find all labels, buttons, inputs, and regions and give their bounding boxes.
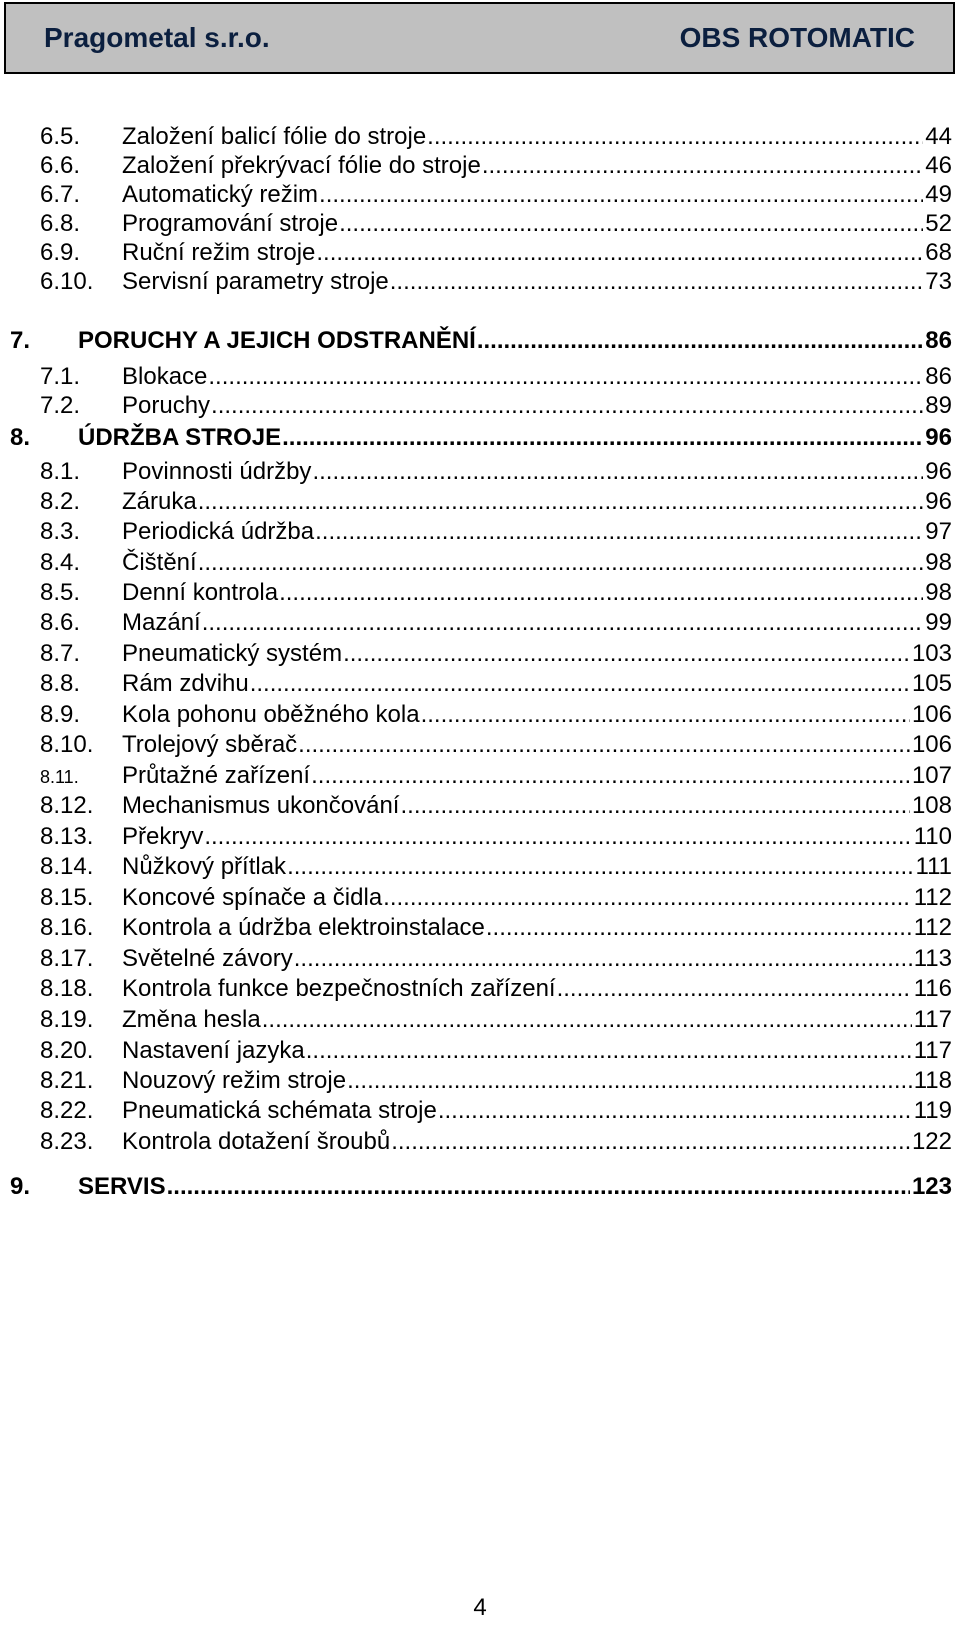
dot-leader	[282, 423, 923, 453]
dot-leader	[343, 639, 910, 669]
toc-entry-page: 86	[925, 327, 952, 354]
dot-leader	[477, 326, 923, 356]
toc-entry[interactable]	[40, 151, 952, 181]
toc-entry-page: 107	[911, 762, 952, 789]
toc-entry[interactable]	[40, 1096, 952, 1126]
toc-entry-number: 8.9.	[40, 701, 81, 728]
page-number: 4	[473, 1594, 487, 1621]
toc-entry-title: Denní kontrola	[122, 579, 279, 606]
toc-entry-number: 8.6.	[40, 609, 81, 636]
toc-entry-page: 105	[911, 670, 952, 697]
toc-entry-title: Poruchy	[122, 392, 211, 419]
toc-entry-page: 103	[911, 640, 952, 667]
toc-entry[interactable]	[40, 487, 952, 517]
toc-entry[interactable]	[40, 548, 952, 578]
toc-chapter[interactable]	[10, 1172, 952, 1202]
toc-entry-page: 118	[913, 1067, 952, 1094]
toc-entry-page: 98	[925, 579, 952, 606]
toc-entry-number: 8.15.	[40, 884, 94, 911]
toc-entry-title: Založení balicí fólie do stroje	[122, 123, 427, 150]
toc-entry-page: 49	[925, 181, 952, 208]
dot-leader	[208, 362, 923, 392]
toc-entry-title: PORUCHY A JEJICH ODSTRANĚNÍ	[78, 327, 476, 354]
toc-entry-number: 8.12.	[40, 792, 94, 819]
dot-leader	[391, 1127, 910, 1157]
toc-entry-page: 89	[925, 392, 952, 419]
dot-leader	[400, 791, 909, 821]
toc-entry-page: 117	[913, 1006, 952, 1033]
dot-leader	[279, 578, 923, 608]
toc-entry-number: 8.4.	[40, 549, 81, 576]
toc-entry-page: 106	[911, 731, 952, 758]
toc-entry-page: 122	[911, 1128, 952, 1155]
toc-entry-title: Kontrola dotažení šroubů	[122, 1128, 391, 1155]
toc-entry[interactable]	[40, 730, 952, 760]
dot-leader	[347, 1066, 912, 1096]
dot-leader	[557, 974, 912, 1004]
toc-entry-number: 8.17.	[40, 945, 94, 972]
toc-entry-page: 116	[913, 975, 952, 1002]
dot-leader	[316, 238, 923, 268]
toc-entry-page: 111	[915, 853, 952, 880]
toc-entry-title: Kontrola funkce bezpečnostních zařízení	[122, 975, 556, 1002]
toc-entry[interactable]	[40, 517, 952, 547]
toc-entry-title: Nouzový režim stroje	[122, 1067, 347, 1094]
toc-entry[interactable]	[40, 1127, 952, 1157]
toc-entry-number: 8.19.	[40, 1006, 94, 1033]
toc-entry-number: 7.	[10, 327, 31, 354]
toc-entry-page: 96	[925, 458, 952, 485]
dot-leader	[319, 180, 923, 210]
toc-entry[interactable]	[40, 1066, 952, 1096]
toc-entry[interactable]	[40, 700, 952, 730]
dot-leader	[204, 822, 911, 852]
toc-entry-page: 68	[925, 239, 952, 266]
dot-leader	[383, 883, 912, 913]
toc-entry-number: 8.1.	[40, 458, 81, 485]
dot-leader	[211, 391, 923, 421]
toc-entry-title: Mechanismus ukončování	[122, 792, 400, 819]
toc-entry-number: 8.2.	[40, 488, 81, 515]
toc-entry[interactable]	[40, 391, 952, 421]
toc-entry-number: 8.22.	[40, 1097, 94, 1124]
toc-entry[interactable]	[40, 761, 952, 791]
toc-entry-number: 9.	[10, 1173, 31, 1200]
toc-entry[interactable]	[40, 913, 952, 943]
toc-entry-number: 8.14.	[40, 853, 94, 880]
toc-entry-page: 44	[925, 123, 952, 150]
toc-entry-title: Mazání	[122, 609, 201, 636]
toc-entry-number: 8.7.	[40, 640, 81, 667]
toc-entry-title: SERVIS	[78, 1173, 166, 1200]
toc-entry-page: 46	[925, 152, 952, 179]
toc-entry-number: 8.5.	[40, 579, 81, 606]
toc-entry-number: 8.20.	[40, 1037, 94, 1064]
toc-entry-number: 7.2.	[40, 392, 81, 419]
toc-chapter[interactable]	[10, 326, 952, 356]
product-name: OBS ROTOMATIC	[679, 22, 915, 53]
toc-entry-title: Automatický režim	[122, 181, 319, 208]
toc-entry-number: 6.9.	[40, 239, 81, 266]
toc-entry-title: Průtažné zařízení	[122, 762, 311, 789]
toc-entry-title: Povinnosti údržby	[122, 458, 312, 485]
company-name: Pragometal s.r.o.	[44, 22, 270, 53]
dot-leader	[198, 487, 924, 517]
toc-entry-page: 52	[925, 210, 952, 237]
toc-entry-page: 73	[925, 268, 952, 295]
toc-entry-title: Periodická údržba	[122, 518, 315, 545]
dot-leader	[427, 122, 923, 152]
toc-entry-number: 8.11.	[40, 767, 79, 787]
toc-entry-title: Rám zdvihu	[122, 670, 249, 697]
toc-entry-page: 113	[913, 945, 952, 972]
toc-entry-page: 110	[913, 823, 952, 850]
dot-leader	[315, 517, 923, 547]
dot-leader	[421, 700, 910, 730]
toc-entry-title: Světelné závory	[122, 945, 293, 972]
toc-entry-number: 8.3.	[40, 518, 81, 545]
toc-entry-page: 106	[911, 701, 952, 728]
toc-entry-number: 6.7.	[40, 181, 81, 208]
toc-entry[interactable]	[40, 267, 952, 297]
dot-leader	[438, 1096, 912, 1126]
toc-entry-title: Záruka	[122, 488, 197, 515]
toc-entry-title: Kola pohonu oběžného kola	[122, 701, 420, 728]
toc-entry-number: 8.	[10, 424, 31, 451]
dot-leader	[298, 730, 910, 760]
toc-entry-number: 8.16.	[40, 914, 94, 941]
toc-entry-title: Změna hesla	[122, 1006, 261, 1033]
toc-entry-title: Koncové spínače a čidla	[122, 884, 383, 911]
toc-entry-title: Trolejový sběrač	[122, 731, 298, 758]
toc-entry-number: 6.5.	[40, 123, 81, 150]
toc-entry-number: 8.21.	[40, 1067, 94, 1094]
dot-leader	[339, 209, 923, 239]
toc-entry-page: 108	[911, 792, 952, 819]
toc-entry-title: Překryv	[122, 823, 204, 850]
dot-leader	[312, 457, 923, 487]
dot-leader	[262, 1005, 912, 1035]
toc-entry-page: 123	[911, 1173, 952, 1200]
toc-entry-number: 8.8.	[40, 670, 81, 697]
toc-entry-title: ÚDRŽBA STROJE	[78, 424, 282, 451]
toc-entry-number: 8.18.	[40, 975, 94, 1002]
dot-leader	[167, 1172, 910, 1202]
toc-entry-page: 96	[925, 488, 952, 515]
toc-entry[interactable]	[40, 122, 952, 152]
toc-entry[interactable]	[40, 852, 952, 882]
toc-entry[interactable]	[40, 180, 952, 210]
toc-entry[interactable]	[40, 209, 952, 239]
toc-entry[interactable]	[40, 238, 952, 268]
toc-entry-title: Pneumatický systém	[122, 640, 343, 667]
toc-entry[interactable]	[40, 822, 952, 852]
toc-entry[interactable]	[40, 944, 952, 974]
dot-leader	[390, 267, 924, 297]
toc-entry[interactable]	[40, 608, 952, 638]
toc-entry[interactable]	[40, 1036, 952, 1066]
toc-entry-page: 117	[913, 1037, 952, 1064]
toc-entry[interactable]	[40, 974, 952, 1004]
toc-entry-number: 8.13.	[40, 823, 94, 850]
toc-entry-number: 8.10.	[40, 731, 94, 758]
dot-leader	[306, 1036, 912, 1066]
toc-entry-page: 98	[925, 549, 952, 576]
toc-entry-page: 96	[925, 424, 952, 451]
dot-leader	[311, 761, 910, 791]
dot-leader	[198, 548, 924, 578]
toc-entry-title: Založení překrývací fólie do stroje	[122, 152, 481, 179]
toc-entry[interactable]	[40, 1005, 952, 1035]
dot-leader	[287, 852, 913, 882]
toc-entry[interactable]	[40, 669, 952, 699]
toc-entry-title: Kontrola a údržba elektroinstalace	[122, 914, 485, 941]
dot-leader	[250, 669, 910, 699]
toc-entry-title: Čištění	[122, 549, 197, 576]
toc-entry-page: 112	[913, 914, 952, 941]
dot-leader	[202, 608, 924, 638]
toc-entry-page: 86	[925, 363, 952, 390]
toc-entry-number: 6.6.	[40, 152, 81, 179]
toc-entry-page: 97	[925, 518, 952, 545]
page-header	[4, 2, 955, 74]
toc-entry-title: Servisní parametry stroje	[122, 268, 389, 295]
toc-entry-number: 8.23.	[40, 1128, 94, 1155]
toc-entry-title: Ruční režim stroje	[122, 239, 316, 266]
toc-entry[interactable]	[40, 362, 952, 392]
dot-leader	[294, 944, 912, 974]
toc-entry[interactable]	[40, 791, 952, 821]
toc-chapter[interactable]	[10, 423, 952, 453]
toc-entry-number: 7.1.	[40, 363, 81, 390]
toc-entry-title: Nůžkový přítlak	[122, 853, 287, 880]
toc-entry[interactable]	[40, 578, 952, 608]
toc-entry-number: 6.8.	[40, 210, 81, 237]
toc-entry-title: Pneumatická schémata stroje	[122, 1097, 437, 1124]
toc-entry-page: 112	[913, 884, 952, 911]
toc-entry-title: Programování stroje	[122, 210, 339, 237]
toc-entry-title: Blokace	[122, 363, 208, 390]
toc-entry-page: 99	[925, 609, 952, 636]
toc-entry[interactable]	[40, 883, 952, 913]
dot-leader	[482, 151, 923, 181]
toc-entry-number: 6.10.	[40, 268, 94, 295]
toc-entry-title: Nastavení jazyka	[122, 1037, 305, 1064]
toc-entry[interactable]	[40, 457, 952, 487]
dot-leader	[486, 913, 912, 943]
toc-entry[interactable]	[40, 639, 952, 669]
toc-entry-page: 119	[913, 1097, 952, 1124]
